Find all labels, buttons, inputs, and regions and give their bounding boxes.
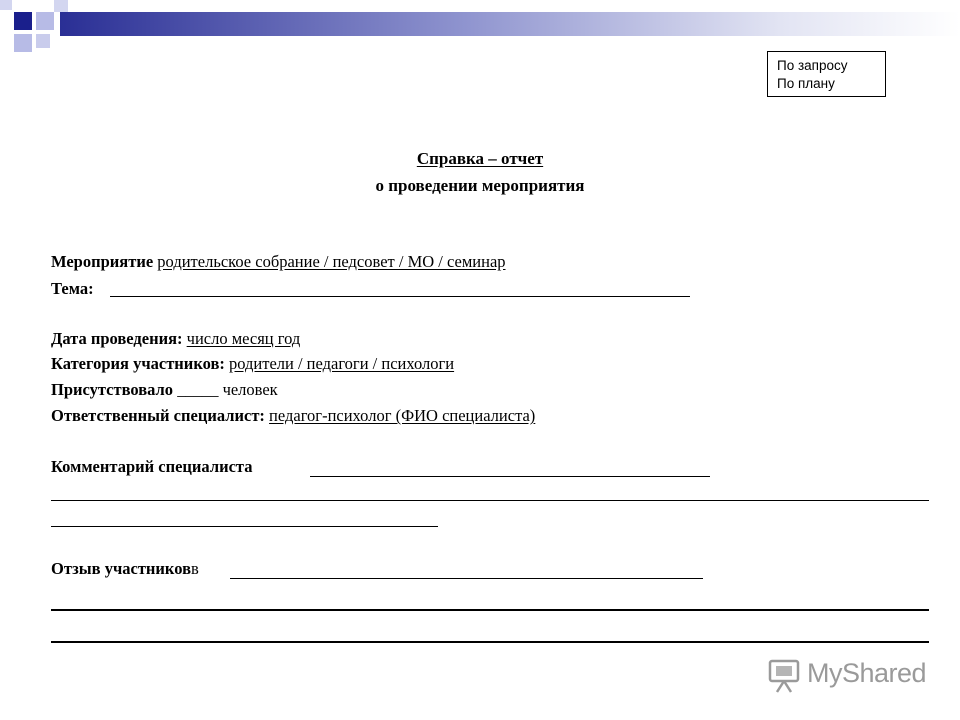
attended-unit: человек xyxy=(222,380,278,399)
date-row xyxy=(51,328,300,350)
attended-blank: _____ xyxy=(177,380,219,399)
feedback-underline-2 xyxy=(51,609,929,611)
projector-icon xyxy=(767,658,803,694)
topic-row xyxy=(51,278,94,300)
comment-label: Комментарий специалиста xyxy=(51,457,253,476)
event-label: Мероприятие xyxy=(51,252,154,271)
category-value: родители / педагоги / психологи xyxy=(228,354,455,373)
comment-underline-3 xyxy=(51,526,438,527)
request-type-box xyxy=(767,51,886,97)
feedback-row xyxy=(51,558,199,580)
category-label: Категория участников: xyxy=(51,354,225,373)
date-label: Дата проведения: xyxy=(51,329,183,348)
category-row xyxy=(51,353,454,375)
attended-row xyxy=(51,379,278,401)
header-banner xyxy=(0,0,960,56)
event-value: родительское собрание / педсовет / МО / семинар xyxy=(157,252,506,271)
document-title-wrap xyxy=(0,149,960,169)
topic-underline xyxy=(110,296,690,297)
date-value: число месяц год xyxy=(186,329,301,348)
document-subtitle: о проведении мероприятия xyxy=(375,176,585,195)
watermark-text: MyShared xyxy=(807,658,927,688)
comment-underline-1 xyxy=(310,476,710,477)
feedback-suffix: в xyxy=(190,559,199,578)
responsible-row xyxy=(51,405,535,427)
attended-label: Присутствовало xyxy=(51,380,174,399)
responsible-label: Ответственный специалист: xyxy=(51,406,265,425)
comment-underline-2 xyxy=(51,500,929,501)
tag-line-plan: По плану xyxy=(777,76,835,91)
banner-graphic xyxy=(0,0,960,56)
feedback-underline-3 xyxy=(51,641,929,643)
event-row xyxy=(51,251,506,273)
comment-row xyxy=(51,456,252,478)
document-title: Справка – отчет xyxy=(416,149,544,168)
feedback-underline-1 xyxy=(230,578,703,579)
responsible-value: педагог-психолог (ФИО специалиста) xyxy=(269,406,536,425)
topic-label: Тема: xyxy=(51,279,94,298)
watermark xyxy=(767,656,927,696)
tag-line-request: По запросу xyxy=(777,58,848,73)
feedback-label: Отзыв участников xyxy=(51,559,191,578)
